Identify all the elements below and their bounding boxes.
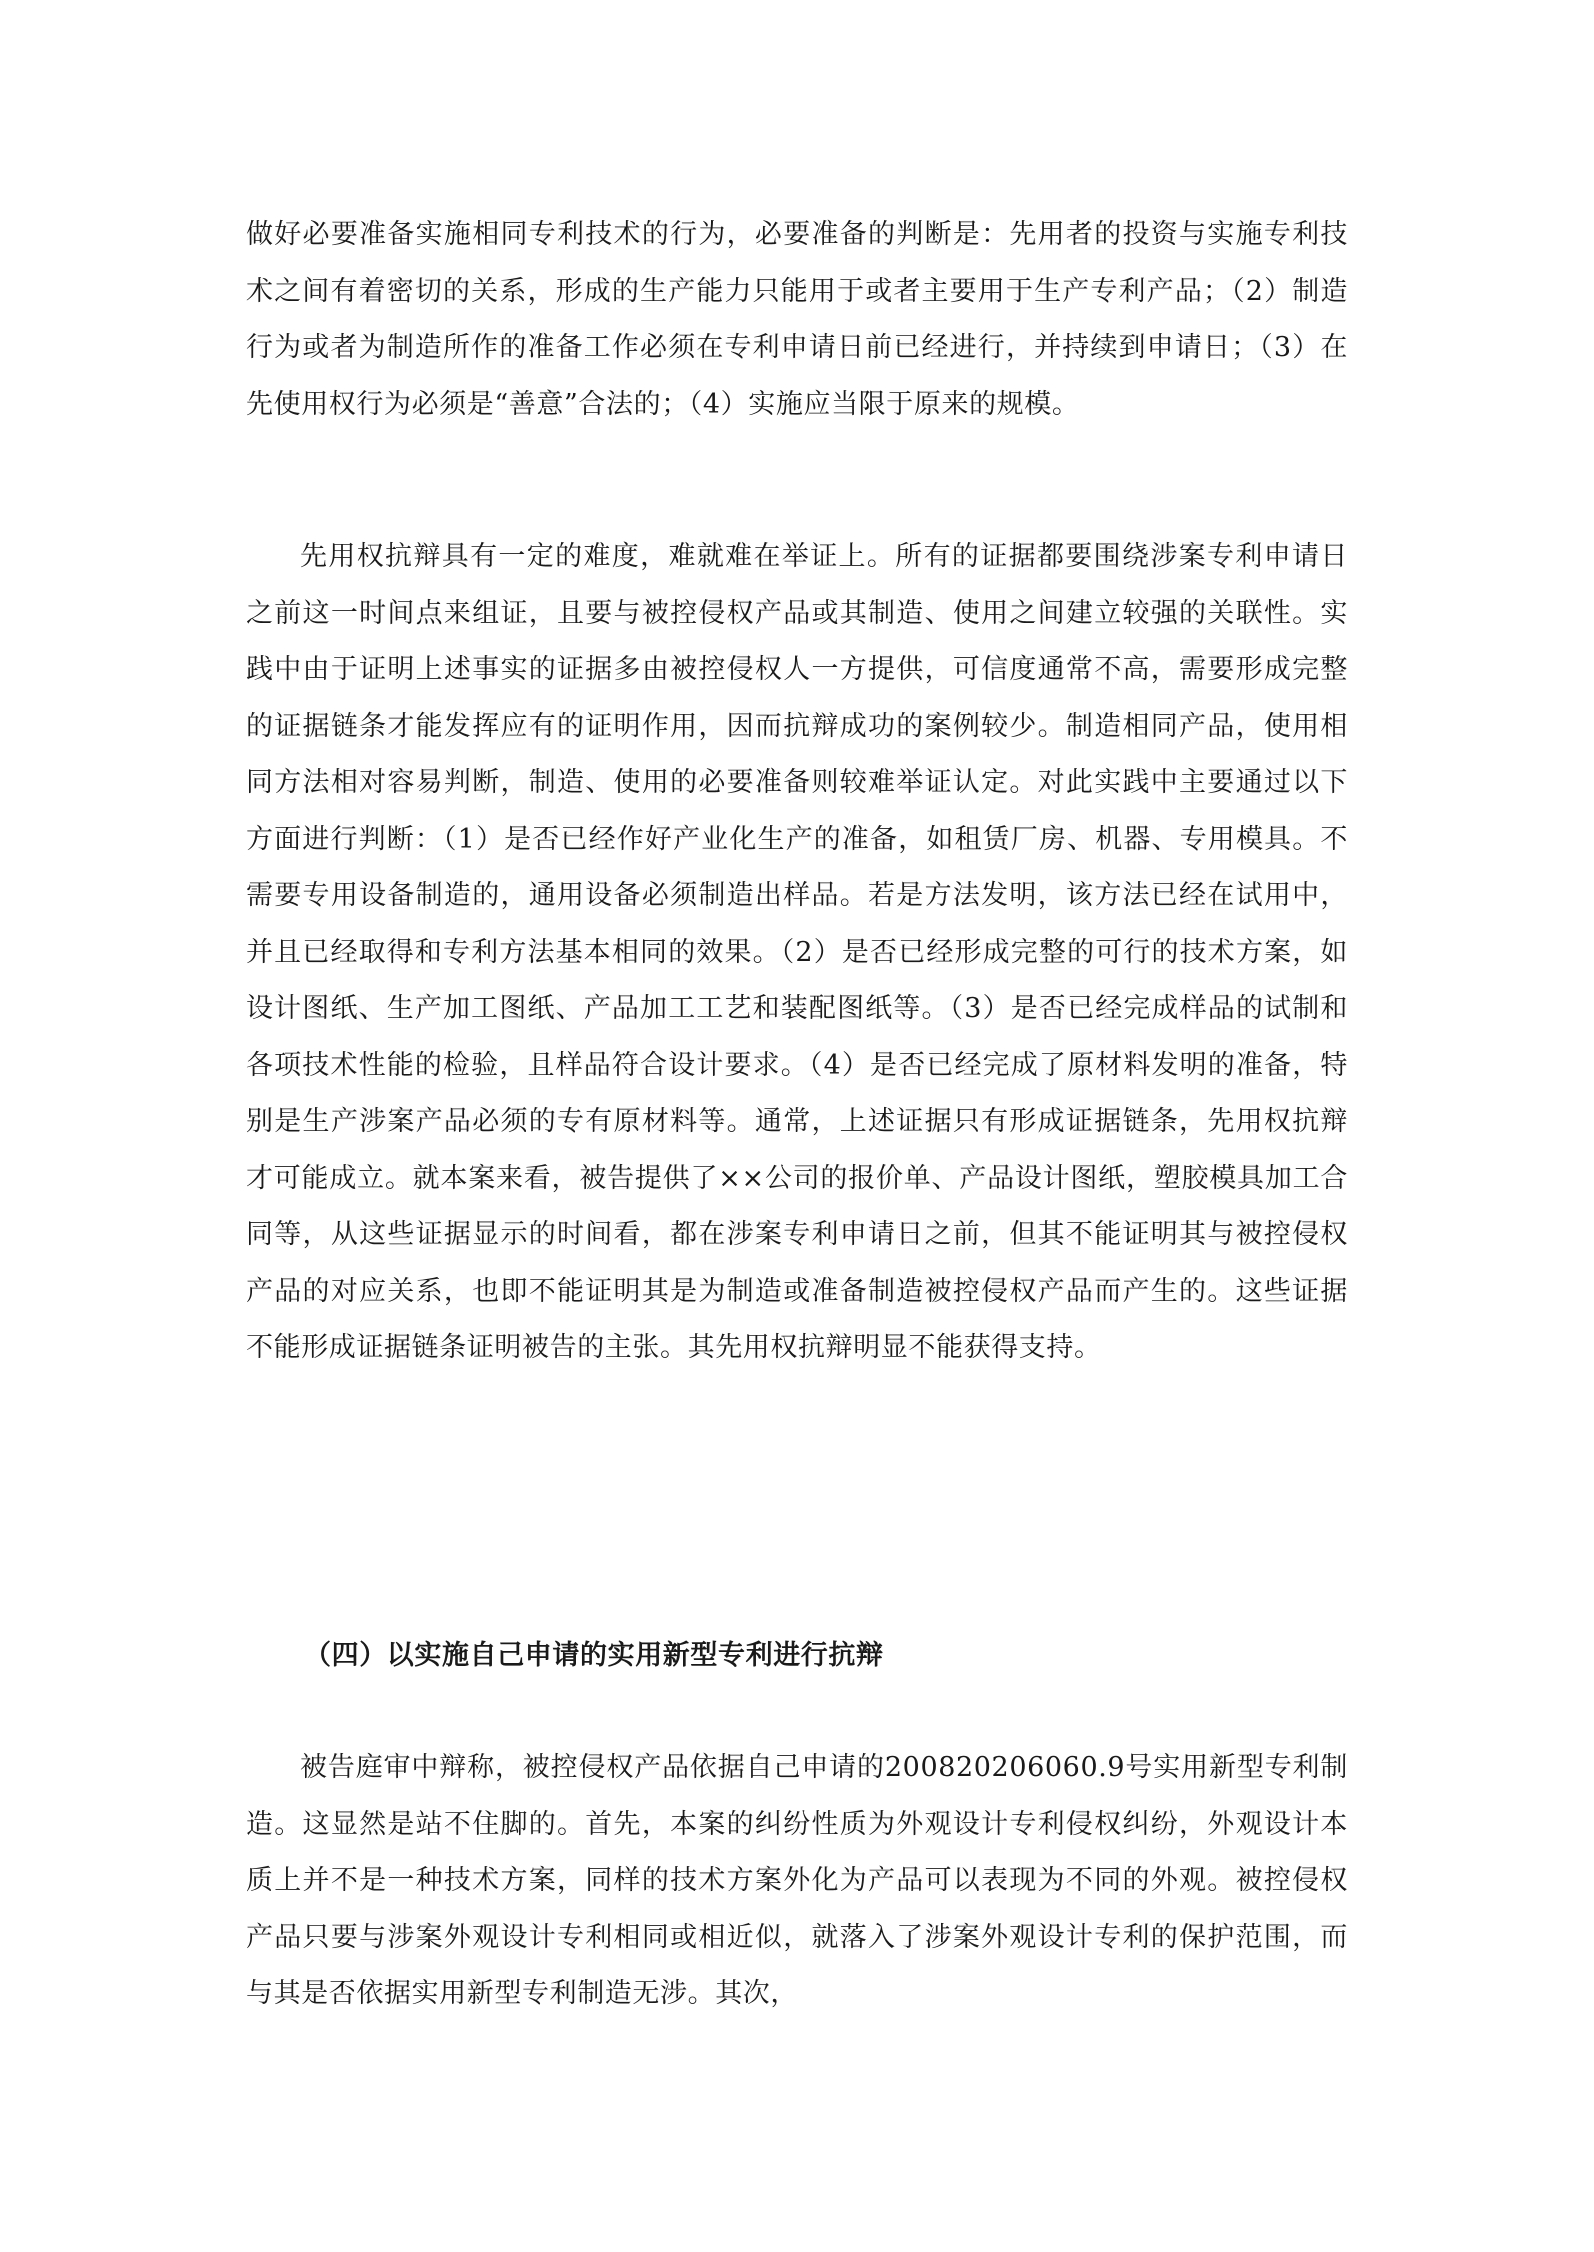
paragraph-utility-model-defense: 被告庭审中辩称，被控侵权产品依据自己申请的200820206060.9号实用新型专利制造。这显然是站不住脚的。首先，本案的纠纷性质为外观设计专利侵权纠纷，外观设计本质上并不是一种技术方案，同样的技术方案外化为产品可以表现为不同的外观。被控侵权产品只要与涉案外观设计专利相同或相近似，就落入了涉案外观设计专利的保护范围，而与其是否依据实用新型专利制造无涉。其次， [246, 1752, 1348, 2009]
paragraph-block-1 [246, 207, 1348, 433]
paragraph-prior-use-defense: 先用权抗辩具有一定的难度，难就难在举证上。所有的证据都要围绕涉案专利申请日之前这一时间点来组证，且要与被控侵权产品或其制造、使用之间建立较强的关联性。实践中由于证明上述事实的证据多由被控侵权人一方提供，可信度通常不高，需要形成完整的证据链条才能发挥应有的证明作用，因而抗辩成功的案例较少。制造相同产品，使用相同方法相对容易判断，制造、使用的必要准备则较难举证认定。对此实践中主要通过以下方面进行判断：（1）是否已经作好产业化生产的准备，如租赁厂房、机器、专用模具。不需要专用设备制造的，通用设备必须制造出样品。若是方法发明，该方法已经在试用中，并且已经取得和专利方法基本相同的效果。（2）是否已经形成完整的可行的技术方案，如设计图纸、生产加工图纸、产品加工工艺和装配图纸等。（3）是否已经完成样品的试制和各项技术性能的检验，且样品符合设计要求。（4）是否已经完成了原材料发明的准备，特别是生产涉案产品必须的专有原材料等。通常，上述证据只有形成证据链条，先用权抗辩才可能成立。就本案来看，被告提供了××公司的报价单、产品设计图纸，塑胶模具加工合同等，从这些证据显示的时间看，都在涉案专利申请日之前，但其不能证明其与被控侵权产品的对应关系，也即不能证明其是为制造或准备制造被控侵权产品而产生的。这些证据不能形成证据链条证明被告的主张。其先用权抗辩明显不能获得支持。 [246, 541, 1348, 1363]
section-heading: （四）以实施自己申请的实用新型专利进行抗辩 [304, 1640, 884, 1671]
paragraph-continuation: 做好必要准备实施相同专利技术的行为，必要准备的判断是：先用者的投资与实施专利技术之间有着密切的关系，形成的生产能力只能用于或者主要用于生产专利产品；（2）制造行为或者为制造所作的准备工作必须在专利申请日前已经进行，并持续到申请日；（3）在先使用权行为必须是“善意”合法的；（4）实施应当限于原来的规模。 [246, 219, 1348, 420]
paragraph-block-2 [246, 529, 1348, 1377]
paragraph-block-3 [246, 1740, 1348, 2023]
